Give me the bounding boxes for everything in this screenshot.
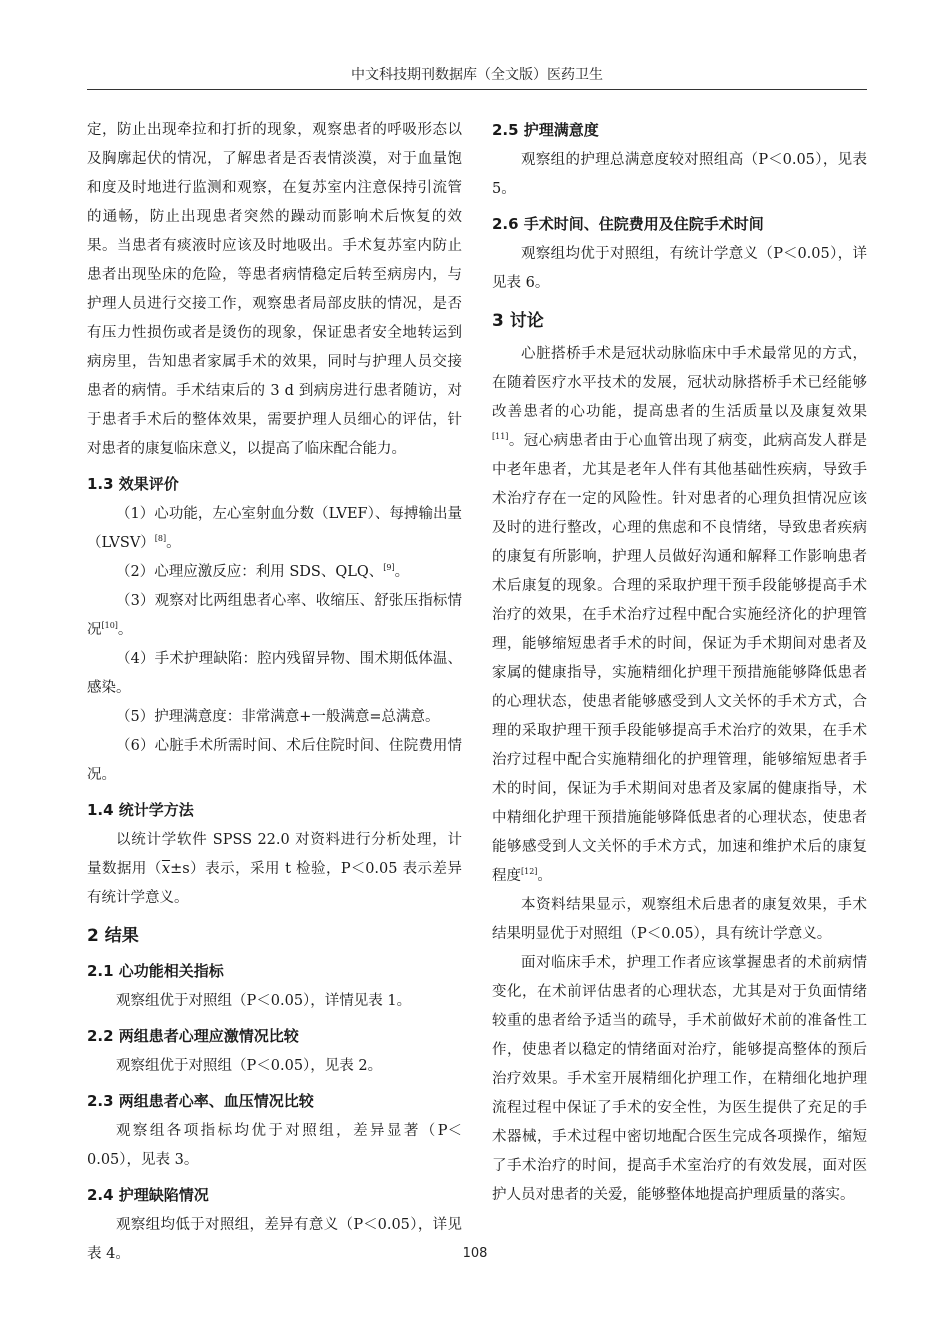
paragraph-statistics: 以统计学软件 SPSS 22.0 对资料进行分析处理，计量数据用$(\overline{x}\pm s)$表示，采用 t 检验，P＜0.05 表示差异有统计学意义。 bbox=[87, 832, 462, 906]
journal-header: 中文科技期刊数据库（全文版）医药卫生 bbox=[351, 67, 603, 83]
heading-2-6: 2.6 手术时间、住院费用及住院手术时间 bbox=[492, 215, 764, 233]
heading-2-2: 2.2 两组患者心理应激情况比较 bbox=[87, 1027, 299, 1045]
heading-2-results: 2 结果 bbox=[87, 926, 139, 946]
heading-2-4: 2.4 护理缺陷情况 bbox=[87, 1186, 209, 1204]
citation-9: [9] bbox=[383, 563, 395, 573]
paragraph-3-2: 本资料结果显示，观察组术后患者的康复效果，手术结果明显优于对照组（P＜0.05），具有统计学意义。 bbox=[492, 897, 867, 942]
eval-item-6: （6）心脏手术所需时间、术后住院时间、住院费用情况。 bbox=[87, 738, 462, 783]
paragraph-2-1: 观察组优于对照组（P＜0.05），详情见表 1。 bbox=[116, 993, 412, 1009]
heading-2-5: 2.5 护理满意度 bbox=[492, 121, 599, 139]
citation-12: [12] bbox=[521, 867, 538, 877]
mean-symbol: $\overline{x}$ bbox=[161, 861, 171, 877]
paragraph-3-1: 心脏搭桥手术是冠状动脉临床中手术最常见的方式，在随着医疗水平技术的发展，冠状动脉搭桥手术已经能够改善患者的心功能，提高患者的生活质量以及康复效果[11]。冠心病患者由于心血管出现了病变，此病高发人群是中老年患者，尤其是老年人伴有其他基础性疾病，导致手术治疗存在一定的风险性。针对患者的心理负担情况应该及时的进行整改，心理的焦虑和不良情绪，导致患者疾病的康复有所影响，护理人员做好沟通和解释工作影响患者术后康复的现象。合理的采取护理干预手段能够提高手术治疗的效果，在手术治疗过程中配合实施经济化的护理管理，能够缩短患者手术的时间，保证为手术期间对患者及家属的健康指导，实施精细化护理干预措施能够降低患者的心理状态，使患者能够感受到人文关怀的手术方式，合理的采取护理干预手段能够提高手术治疗的效果，在手术治疗过程中配合实施精细化的护理管理，能够缩短患者手术的时间，保证为手术期间对患者及家属的健康指导，术中精细化护理干预措施能够降低患者的心理状态，使患者能够感受到人文关怀的手术方式，加速和维护术后的康复程度[12]。 bbox=[492, 346, 867, 884]
eval-item-2: （2）心理应激反应：利用 SDS、QLQ、[9]。 bbox=[116, 563, 410, 580]
right-column bbox=[492, 116, 867, 1210]
heading-1-3: 1.3 效果评价 bbox=[87, 475, 179, 493]
eval-item-1: （1）心功能，左心室射血分数（LVEF）、每搏输出量（LVSV）[8]。 bbox=[87, 506, 462, 551]
paragraph-2-3: 观察组各项指标均优于对照组，差异显著（P＜0.05），见表 3。 bbox=[87, 1123, 462, 1168]
paragraph-2-6: 观察组均优于对照组，有统计学意义（P＜0.05），详见表 6。 bbox=[492, 246, 867, 291]
left-column bbox=[87, 116, 462, 1269]
page-number: 108 bbox=[462, 1246, 488, 1261]
citation-10: [10] bbox=[101, 621, 118, 631]
paragraph-3-3: 面对临床手术，护理工作者应该掌握患者的术前病情变化，在术前评估患者的心理状态，尤其是对于负面情绪较重的患者给予适当的疏导，手术前做好术前的准备性工作，使患者以稳定的情绪面对治疗，能够提高整体的预后治疗效果。手术室开展精细化护理工作，在精细化地护理流程过程中保证了手术的安全性，为医生提供了充足的手术器械，手术过程中密切地配合医生完成各项操作，缩短了手术治疗的时间，提高手术室治疗的有效发展，面对医护人员对患者的关爱，能够整体地提高护理质量的落实。 bbox=[492, 955, 867, 1203]
paragraph-intro: 定，防止出现牵拉和打折的现象，观察患者的呼吸形态以及胸廓起伏的情况，了解患者是否表情淡漠，对于血量饱和度及时地进行监测和观察，在复苏室内注意保持引流管的通畅，防止出现患者突然的躁动而影响术后恢复的效果。当患者有痰液时应该及时地吸出。手术复苏室内防止患者出现坠床的危险，等患者病情稳定后转至病房内，与护理人员进行交接工作，观察患者局部皮肤的情况，是否有压力性损伤或者是烫伤的现象，保证患者安全地转运到病房里，告知患者家属手术的效果，同时与护理人员交接患者的病情。手术结束后的 3 d 到病房进行患者随访，对于患者手术后的整体效果，需要护理人员细心的评估，针对患者的康复临床意义，以提高了临床配合能力。 bbox=[87, 122, 462, 457]
paragraph-2-2: 观察组优于对照组（P＜0.05），见表 2。 bbox=[116, 1058, 383, 1074]
paragraph-2-4: 观察组均低于对照组，差异有意义（P＜0.05），详见表 4。 bbox=[87, 1217, 462, 1262]
header-rule bbox=[87, 89, 867, 90]
eval-item-5: （5）护理满意度：非常满意+一般满意=总满意。 bbox=[116, 709, 440, 725]
heading-1-4: 1.4 统计学方法 bbox=[87, 801, 194, 819]
heading-2-1: 2.1 心功能相关指标 bbox=[87, 962, 224, 980]
citation-11: [11] bbox=[492, 432, 509, 442]
eval-item-4: （4）手术护理缺陷：腔内残留异物、围术期低体温、感染。 bbox=[87, 651, 462, 696]
heading-2-3: 2.3 两组患者心率、血压情况比较 bbox=[87, 1092, 314, 1110]
heading-3-discussion: 3 讨论 bbox=[492, 311, 544, 331]
eval-item-3: （3）观察对比两组患者心率、收缩压、舒张压指标情况[10]。 bbox=[87, 593, 462, 638]
citation-8: [8] bbox=[154, 534, 167, 544]
paragraph-2-5: 观察组的护理总满意度较对照组高（P＜0.05），见表 5。 bbox=[492, 152, 867, 197]
